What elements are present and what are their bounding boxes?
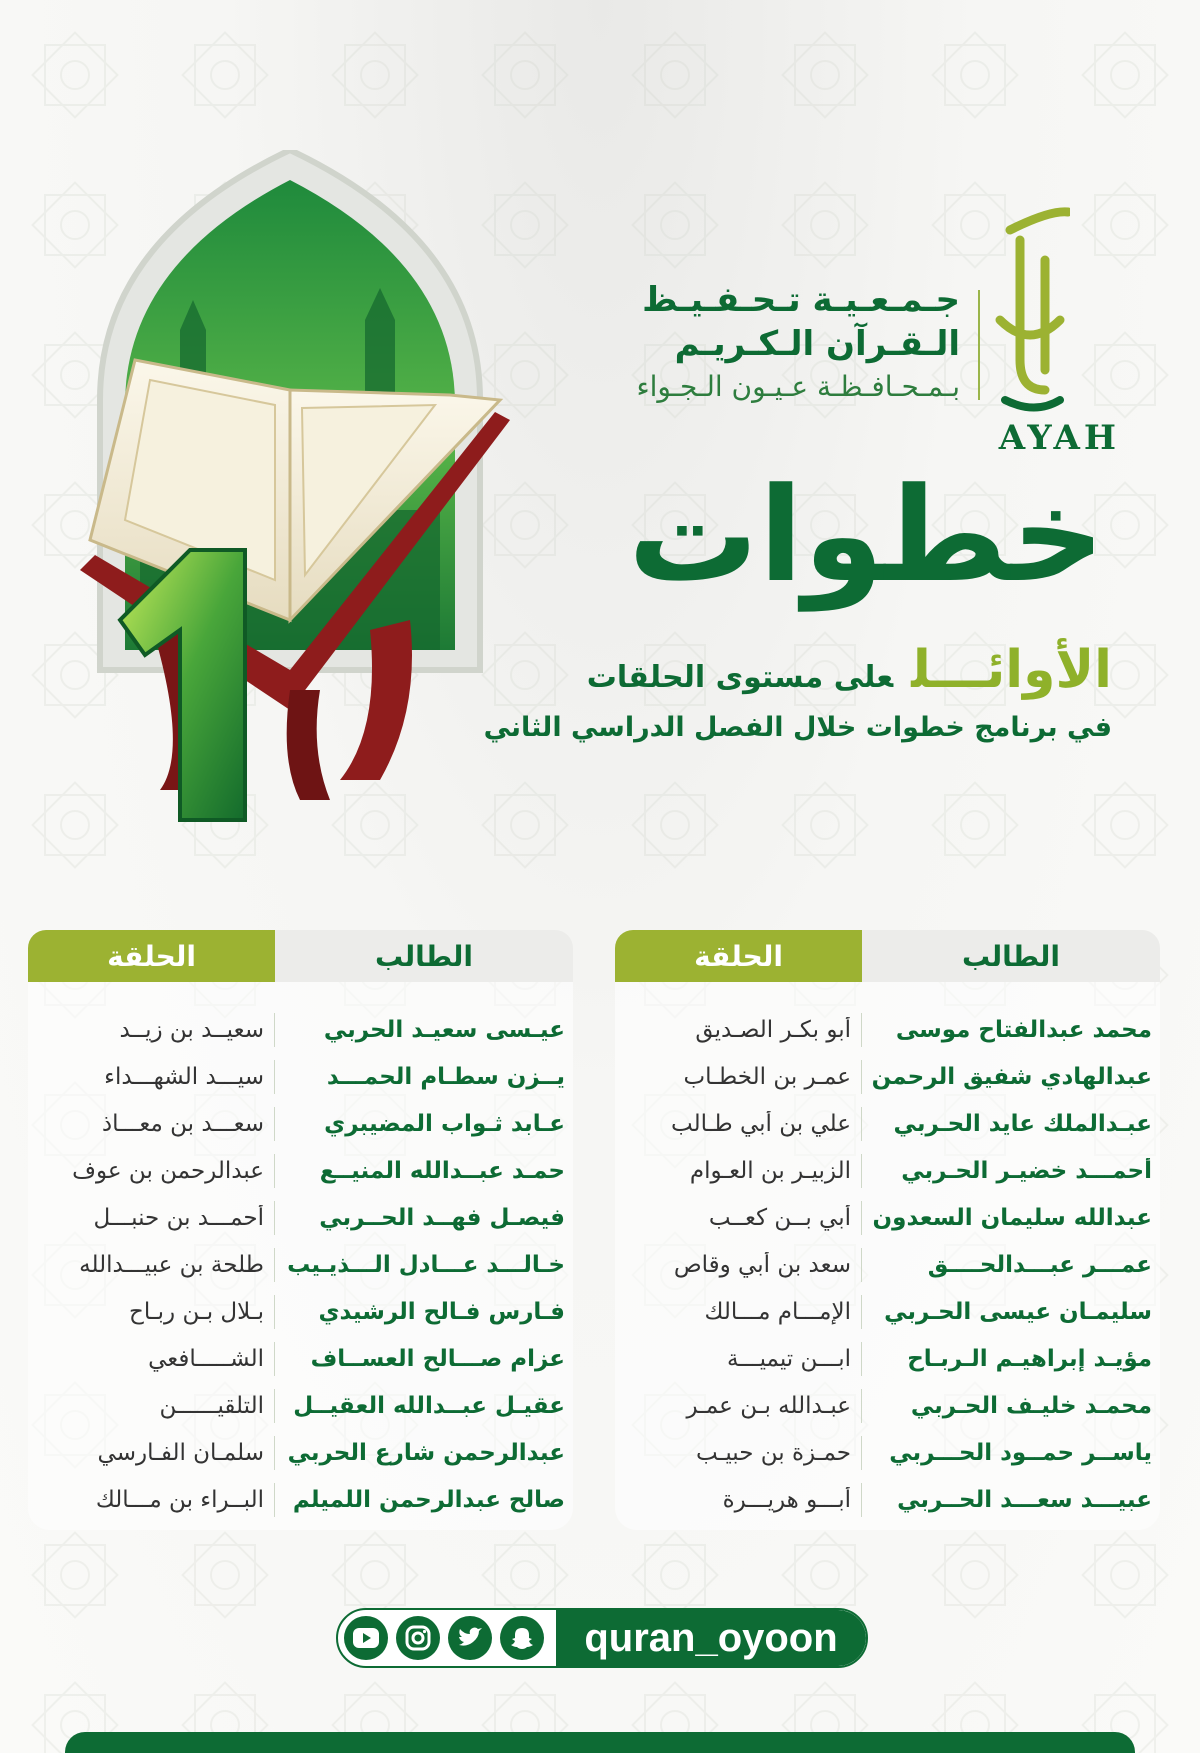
circle-name: بـلال بـن ربـاح [129,1298,264,1325]
circle-name: أبـــو هريـــرة [722,1486,851,1513]
table-row [28,1194,573,1241]
table-rows [615,1006,1160,1523]
cell-divider [274,1295,275,1329]
student-name: أحمـــد خضيـر الحـربي [901,1157,1152,1184]
cell-divider [861,1342,862,1376]
cell-divider [274,1060,275,1094]
table-row [28,1288,573,1335]
cell-divider [274,1201,275,1235]
student-name: ياســر حمــود الحـــربي [889,1439,1152,1466]
header-circle: الحلقة [615,930,862,982]
circle-name: أبو بكـر الصـديق [695,1016,851,1043]
cell-divider [274,1107,275,1141]
student-name: يــزن سطـام الحمـــد [326,1063,565,1090]
cell-divider [861,1483,862,1517]
cell-divider [274,1248,275,1282]
logo-line-3: بـمـحـافـظـة عـيـون الـجـواء [636,370,960,403]
header-circle: الحلقة [28,930,275,982]
circle-name: الشـــــافعي [148,1345,264,1372]
footer-bar [65,1732,1135,1753]
student-name: محمد عبدالفتاح موسى [895,1016,1152,1043]
association-logo [600,190,1140,460]
level-label: على مستوى الحلقات [586,660,894,695]
cell-divider [861,1201,862,1235]
twitter-icon[interactable] [448,1616,492,1660]
logo-line-1: جـمـعـيـة تـحـفـيـظ [642,280,960,320]
table-row [28,1241,573,1288]
circle-name: حمـزة بن حبيـب [696,1439,851,1466]
social-handle[interactable]: quran_oyoon [556,1610,866,1666]
student-name: خـالـــد عـــادل الـــذيـيب [287,1251,565,1278]
ayah-calligraphy-icon [990,200,1070,420]
winners-label: الأوائـــل [911,640,1112,700]
student-name: صالح عبدالرحمن اللميلم [292,1486,565,1513]
circle-name: البــراء بن مـــالك [95,1486,264,1513]
cell-divider [861,1389,862,1423]
circle-name: عمـر بن الخطـاب [683,1063,851,1090]
header-student: الطالب [275,930,573,982]
circle-name: عبـدالله بـن عمـر [686,1392,851,1419]
cell-divider [274,1013,275,1047]
table-row [28,1476,573,1523]
table-row [615,1100,1160,1147]
table-row [28,1335,573,1382]
cell-divider [274,1483,275,1517]
circle-name: سعد بن أبي وقاص [673,1251,851,1278]
results-table-right [615,930,1160,1530]
youtube-icon[interactable] [344,1616,388,1660]
cell-divider [274,1436,275,1470]
results-table-left [28,930,573,1530]
circle-name: الإمـــام مـــالك [704,1298,851,1325]
cell-divider [274,1389,275,1423]
table-row [28,1053,573,1100]
header-student: الطالب [862,930,1160,982]
table-row [615,1241,1160,1288]
headline-title: خطوات [627,459,1105,611]
cell-divider [861,1060,862,1094]
student-name: محمـد خليـف الحـربي [910,1392,1152,1419]
table-row [615,1288,1160,1335]
table-header [28,930,573,982]
cell-divider [861,1013,862,1047]
table-rows [28,1006,573,1523]
table-row [28,1382,573,1429]
circle-name: ابـــن تيميـــة [727,1345,851,1372]
table-row [28,1147,573,1194]
cell-divider [274,1342,275,1376]
circle-name: سيـــد الشهـــداء [104,1063,264,1090]
student-name: عبدالرحمن شارع الحربي [287,1439,565,1466]
student-name: عبيـــد سعـــد الحــربي [897,1486,1152,1513]
brand-wordmark: AYAH [998,418,1120,458]
association-name [636,280,960,403]
logo-divider [978,290,980,400]
circle-name: الزبيـر بن العـوام [689,1157,851,1184]
student-name: عـابد ثـواب المضيبري [324,1110,565,1137]
table-row [615,1194,1160,1241]
table-row [28,1429,573,1476]
table-row [615,1429,1160,1476]
cell-divider [861,1436,862,1470]
snapchat-icon[interactable] [500,1616,544,1660]
circle-name: سعـــد بن معـــاذ [101,1110,264,1137]
headline-subtitle [587,640,1112,700]
table-row [615,1006,1160,1053]
student-name: سليمـان عيسى الحـربي [884,1298,1152,1325]
table-row [615,1053,1160,1100]
student-name: عبدالله سليمان السعدون [872,1204,1152,1231]
cell-divider [861,1107,862,1141]
student-name: فيصـل فهــد الحــربي [319,1204,565,1231]
table-row [615,1382,1160,1429]
instagram-icon[interactable] [396,1616,440,1660]
quran-illustration [40,150,560,830]
table-row [28,1100,573,1147]
student-name: حمـد عبــدالله المنيــع [319,1157,565,1184]
student-name: فـارس فـالح الرشيدي [318,1298,565,1325]
cell-divider [861,1154,862,1188]
circle-name: أحمـــد بن حنبـــل [93,1204,264,1231]
student-name: عقيـل عبــدالله العقيــل [293,1392,565,1419]
student-name: عمـــر عبـــدالحــــق [927,1251,1152,1278]
table-row [615,1476,1160,1523]
student-name: عبدالهادي شفيق الرحمن [871,1063,1152,1090]
student-name: عزام صـــالح العســاف [310,1345,565,1372]
cell-divider [274,1154,275,1188]
circle-name: التلقيــــــن [159,1392,264,1419]
circle-name: سلمـان الفـارسي [97,1439,264,1466]
cell-divider [861,1248,862,1282]
student-name: عبـدالملك عايد الحـربي [893,1110,1152,1137]
student-name: مؤيـد إبراهيـم الـربـاح [907,1345,1152,1372]
table-header [615,930,1160,982]
circle-name: عبدالرحمن بن عوف [72,1157,264,1184]
circle-name: أبي بــن كعــب [708,1204,851,1231]
program-label: في برنامج خطوات خلال الفصل الدراسي الثاني [483,712,1112,743]
circle-name: سعيــد بن زيــد [119,1016,264,1043]
circle-name: طلحة بن عبيـــدالله [79,1251,264,1278]
circle-name: علي بن أبي طـالب [671,1110,851,1137]
table-row [615,1335,1160,1382]
cell-divider [861,1295,862,1329]
social-bar [336,1608,868,1668]
logo-line-2: الـقـرآن الـكـريـم [674,324,960,364]
student-name: عيـسى سعيـد الحربي [323,1016,565,1043]
table-row [28,1006,573,1053]
table-row [615,1147,1160,1194]
